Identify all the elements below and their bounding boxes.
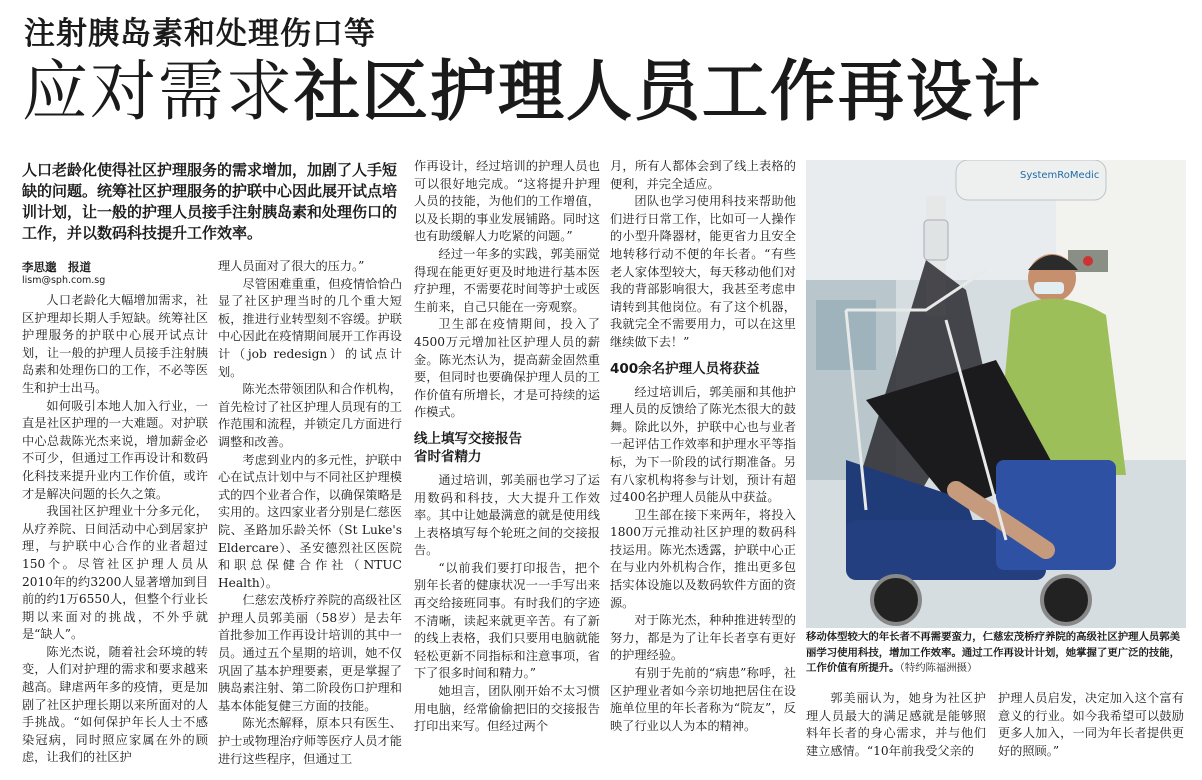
photo-credit: （特约陈福洲摄）	[899, 662, 978, 674]
subheading: 线上填写交接报告 省时省精力	[414, 430, 522, 465]
paragraph: 团队也学习使用科技来帮助他们进行日常工作，比如可一人操作的小型升降器材，能更省力且安全地转移行动不便的年长者。“有些老人家体型较大，每天移动他们对我的背部影响很大，我甚至考虑申请转到其他岗位。有了这个机器，我就完全不需要用力，可以在这里继续做下去！”	[610, 194, 796, 349]
paragraph: 经过培训后，郭美丽和其他护理人员的反馈给了陈光杰很大的鼓舞。除此以外，护联中心也与业者一起评估工作效率和护理水平等指标，为下一阶段的试行期准备。另有八家机构将参与计划，预计有超过400名护理人员能从中获益。	[610, 384, 796, 505]
caption-text: 移动体型较大的年长者不再需要蛮力，仁慈宏茂桥疗养院的高级社区护理人员郭美丽学习使用科技，增加工作效率。通过工作再设计计划，她掌握了更广泛的技能，工作价值有所提升。	[806, 631, 1181, 674]
paragraph: 有别于先前的“病患”称呼，社区护理业者如今亲切地把居住在设施单位里的年长者称为“院友”，反映了行业以人为本的精神。	[610, 666, 796, 733]
headline-thin: 应对需求	[22, 53, 294, 130]
column-6	[998, 690, 1184, 774]
column-4	[610, 158, 796, 772]
paragraph: 对于陈光杰，种种推进转型的努力，都是为了让年长者享有更好的护理经验。	[610, 613, 796, 663]
column-2	[218, 258, 402, 772]
subheading: 400余名护理人员将获益	[610, 360, 760, 377]
paragraph: 卫生部在接下来两年，将投入1800万元推动社区护理的数码科技运用。陈光杰透露，护联中心正在与业内外机构合作，推出更多包括实体设施以及数码软件方面的资源。	[610, 507, 796, 610]
paragraph: 陈光杰解释，原本只有医生、护士或物理治疗师等医疗人员才能进行这些程序，但通过工	[218, 716, 402, 766]
paragraph: 我国社区护理业十分多元化，从疗养院、日间活动中心到居家护理，与护联中心合作的业者超过150个。尽管社区护理人员从2010年的约3200人显著增加到目前的约1万6550人，但整个行业长期以来面对的挑战，不外乎就是“缺人”。	[22, 504, 208, 642]
lede: 人口老龄化使得社区护理服务的需求增加，加剧了人手短缺的问题。统筹社区护理服务的护联中心因此展开试点培训计划，让一般的护理人员接手注射胰岛素和处理伤口的工作，并以数码科技提升工作效率。	[22, 161, 398, 242]
paragraph: 郭美丽认为，她身为社区护理人员最大的满足感就是能够照料年长者的身心需求，并与他们建立感情。“10年前我受父亲的	[806, 691, 986, 758]
author-email: lism@sph.com.sg	[22, 275, 106, 286]
paragraph: 卫生部在疫情期间，投入了4500万元增加社区护理人员的薪金。陈光杰认为，提高薪金固然重要，但同时也要确保护理人员的工作价值有所增长，才是可持续的运作模式。	[414, 317, 600, 420]
kicker: 注射胰岛素和处理伤口等	[24, 16, 376, 52]
news-photo	[806, 160, 1186, 628]
headline	[22, 52, 1042, 132]
paragraph: 如何吸引本地人加入行业，一直是社区护理的一大难题。对护联中心总裁陈光杰来说，增加薪金必不可少，但通过工作再设计和数码化科技来提升业内工作价值，或许才是解决问题的长久之策。	[22, 398, 208, 501]
paragraph: 护理人员启发，决定加入这个富有意义的行业。如今我希望可以鼓励更多人加入，一同为年长者提供更好的照顾。”	[998, 691, 1184, 758]
paragraph: 陈光杰说，随着社会环境的转变，人们对护理的需求和要求越来越高。肆虐两年多的疫情，更是加剧了社区护理长期以来所面对的人手挑战。“如何保护年长人士不感染冠病，同时照应家属在外的顾虑，让我们的社区护	[22, 644, 208, 765]
paragraph: 月，所有人都体会到了线上表格的便利，并完全适应。	[610, 159, 796, 191]
paragraph: 考虑到业内的多元性，护联中心在试点计划中与不同社区护理模式的四个业者合作，以确保策略是实用的。这四家业者分别是仁慈医院、圣路加乐龄关怀（St Luke's Eldercare）、圣安德烈社区医院和职总保健合作社（NTUC Health）。	[218, 452, 402, 590]
paragraph: 陈光杰带领团队和合作机构，首先检讨了社区护理人员现有的工作范围和流程，并锁定几方面进行调整和改善。	[218, 382, 402, 449]
paragraph: “以前我们要打印报告，把个别年长者的健康状况一一手写出来再交给接班同事。有时我们的字迹不清晰，读起来就更辛苦。有了新的线上表格，我们只要用电脑就能轻松更新不同指标和注意事项，省下了很多时间和精力。”	[414, 560, 600, 681]
paragraph: 仁慈宏茂桥疗养院的高级社区护理人员郭美丽（58岁）是去年首批参加工作再设计培训的其中一员。通过五个星期的培训，她不仅巩固了基本护理要素，更是掌握了胰岛素注射、第二阶段伤口护理和基本体能复健三方面的技能。	[218, 593, 402, 713]
paragraph: 人口老龄化大幅增加需求，社区护理却长期人手短缺。统筹社区护理服务的护联中心展开试点计划，让一般的护理人员接手注射胰岛素和处理伤口的工作，不必等医生和护士出马。	[22, 293, 208, 395]
paragraph: 作再设计，经过培训的护理人员也可以很好地完成。“这将提升护理人员的技能，为他们的工作增值，以及长期的事业发展铺路。同时这也有助缓解人力吃紧的问题。”	[414, 159, 600, 244]
column-3	[414, 158, 600, 772]
photo-illustration	[806, 160, 1186, 628]
headline-bold: 社区护理人员工作再设计	[294, 53, 1042, 130]
paragraph: 尽管困难重重，但疫情恰恰凸显了社区护理当时的几个重大短板，推进行业转型刻不容缓。护联中心因此在疫情期间展开工作再设计（job redesign）的试点计划。	[218, 276, 402, 379]
sign-text: SystemRoMedic	[1020, 170, 1100, 181]
paragraph: 经过一年多的实践，郭美丽觉得现在能更好更及时地进行基本医疗护理，不需要花时间等护士或医生前来，自己只能在一旁观察。	[414, 246, 600, 314]
byline: 李思邈 报道	[22, 260, 91, 274]
column-5	[806, 690, 986, 774]
column-1	[22, 292, 208, 772]
paragraph: 理人员面对了很大的压力。”	[218, 259, 365, 273]
photo-caption	[806, 630, 1186, 677]
paragraph: 她坦言，团队刚开始不太习惯用电脑，经常偷偷把旧的交接报告打印出来写。但经过两个	[414, 684, 600, 734]
paragraph: 通过培训，郭美丽也学习了运用数码和科技，大大提升工作效率。其中让她最满意的就是使用线上表格填写每个轮班之间的交接报告。	[414, 472, 600, 558]
